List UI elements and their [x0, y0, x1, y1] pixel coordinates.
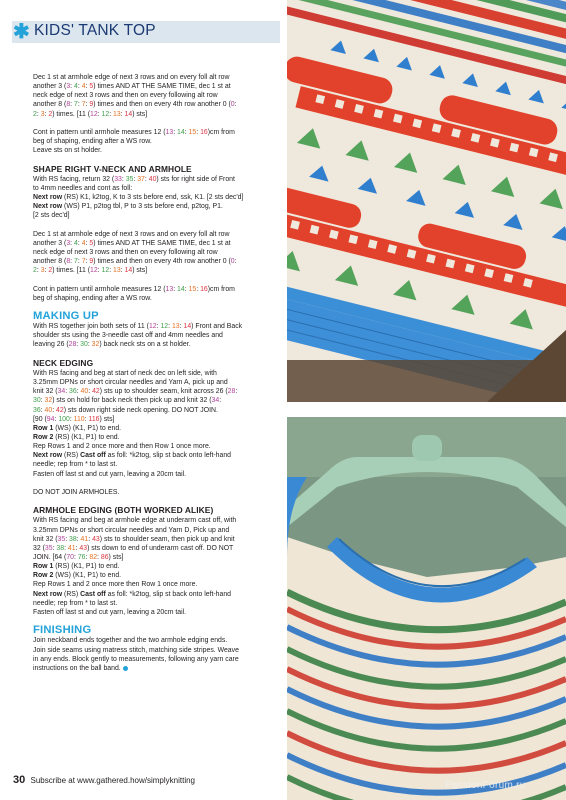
paragraph-finishing: Join neckband ends together and the two armhole edging ends. Join side seams using matress stitch, matching side stripes. Weave in any ends. Block gently to measurements, following any yarn care instructions on the ball band. — [33, 637, 239, 672]
heading-neck-edging: NECK EDGING — [33, 357, 94, 368]
paragraph-right-shaping: Dec 1 st at armhole edge of next 3 rows and on every foll alt row another 3 (3: 4: 4: 5) times AND AT THE SAME TIME, dec 1 st at neck edge of next 3 rows and then on every following alt row another 8 (8: 7: 7: 9) times and then on every 4th row another 0 (0: 2: 3: 2) times. [11 (12: 12: 13: 14) sts] — [33, 230, 237, 275]
page-footer — [13, 774, 195, 786]
photo-tank-top-hanger — [287, 417, 566, 800]
paragraph-making-up: With RS together join both sets of 11 (12: 12: 13: 14) Front and Back shoulder sts using the 3-needle cast off and 4mm needles and leaving 26 (28: 30: 32) back neck sts on a st holder. — [33, 323, 243, 349]
subscribe-link[interactable]: Subscribe at www.gathered.how/simplyknitting — [30, 776, 196, 785]
tank-top-illustration — [287, 417, 566, 800]
paragraph-right-setup: With RS facing, return 32 (33: 35: 37: 40) sts for right side of Front to 4mm needles and cont as foll: Next row (RS) K1, k2tog, K to 3 sts before end, ssk, K1. [2 sts dec'd] Next row (WS) P1, p2tog tbl, P to 3 sts before end, p2tog, P1. [2 sts dec'd] — [33, 175, 244, 220]
paragraph-do-not-join: DO NOT JOIN ARMHOLES. — [33, 488, 120, 496]
page-title: KIDS' TANK TOP — [34, 22, 156, 39]
asterisk-icon: ✱ — [13, 21, 30, 43]
paragraph-armhole-edging: With RS facing and beg at armhole edge at underarm cast off, with 3.25mm DPNs or short circular needles and Yarn D, Pick up and knit 32 (35: 38: 41: 43) sts to shoulder seam, then pick up and knit 32 (35: 38: 41: 43) sts down to end of underarm cast off. DO NOT JOIN. [64 (70: 76: 82: 86) sts] Row 1 (RS) (K1, P1) to end. Row 2 (WS) (K1, P1) to end. Rep Rows 1 and 2 once more then Row 1 once more. Next row (RS) Cast off as foll: *k2tog, slip st back onto left-hand needle; rep from * to last st. Fasten off last st and cut yarn, leaving a 20cm tail. — [33, 517, 237, 616]
section-header — [12, 21, 280, 43]
paragraph-left-shaping: Dec 1 st at armhole edge of next 3 rows and on every foll alt row another 3 (3: 4: 4: 5) times AND AT THE SAME TIME, dec 1 st at neck edge of next 3 rows and then on every following alt row another 8 (8: 7: 7: 9) times and then on every 4th row another 0 (0: 2: 3: 2) times. [11 (12: 12: 13: 14) sts] — [33, 74, 237, 118]
page-number: 30 — [13, 774, 26, 786]
paragraph-neck-edging: With RS facing and beg at start of neck dec on left side, with 3.25mm DPNs or short circular needles and Yarn A, pick up and knit 32 (34: 36: 40: 42) sts up to shoulder seam, knit across 26 (28: 30: 32) sts on hold for back neck then pick up and knit 32 (34: 36: 40: 42) sts down right side neck opening. DO NOT JOIN. [90 (94: 100: 110: 116) sts] Row 1 (WS) (K1, P1) to end. Row 2 (RS) (K1, P1) to end. Rep Rows 1 and 2 once more and then Row 1 once more. Next row (RS) Cast off as foll: *k2tog, slip st back onto left-hand needle; rep from * to last st. Fasten off last st and cut yarn, leaving a 20cm tail. — [33, 369, 238, 478]
heading-shape-right: SHAPE RIGHT V-NECK AND ARMHOLE — [33, 163, 192, 174]
photo-knit-closeup — [287, 0, 566, 402]
heading-armhole-edging: ARMHOLE EDGING (BOTH WORKED ALIKE) — [33, 505, 214, 516]
pattern-text — [33, 73, 273, 682]
end-mark-icon — [123, 666, 128, 671]
paragraph-cont-right: Cont in pattern until armhole measures 12 (13: 14: 15: 16)cm from beg of shaping, ending after a WS row. — [33, 285, 235, 302]
heading-making-up: MAKING UP — [33, 309, 99, 322]
heading-finishing: FINISHING — [33, 624, 92, 637]
watermark: PassionForum.ru — [445, 780, 526, 791]
knit-pattern-illustration — [287, 0, 566, 402]
paragraph-cont-left: Cont in pattern until armhole measures 12 (13: 14: 15: 16)cm from beg of shaping, ending after a WS row. Leave sts on st holder. — [33, 128, 235, 155]
